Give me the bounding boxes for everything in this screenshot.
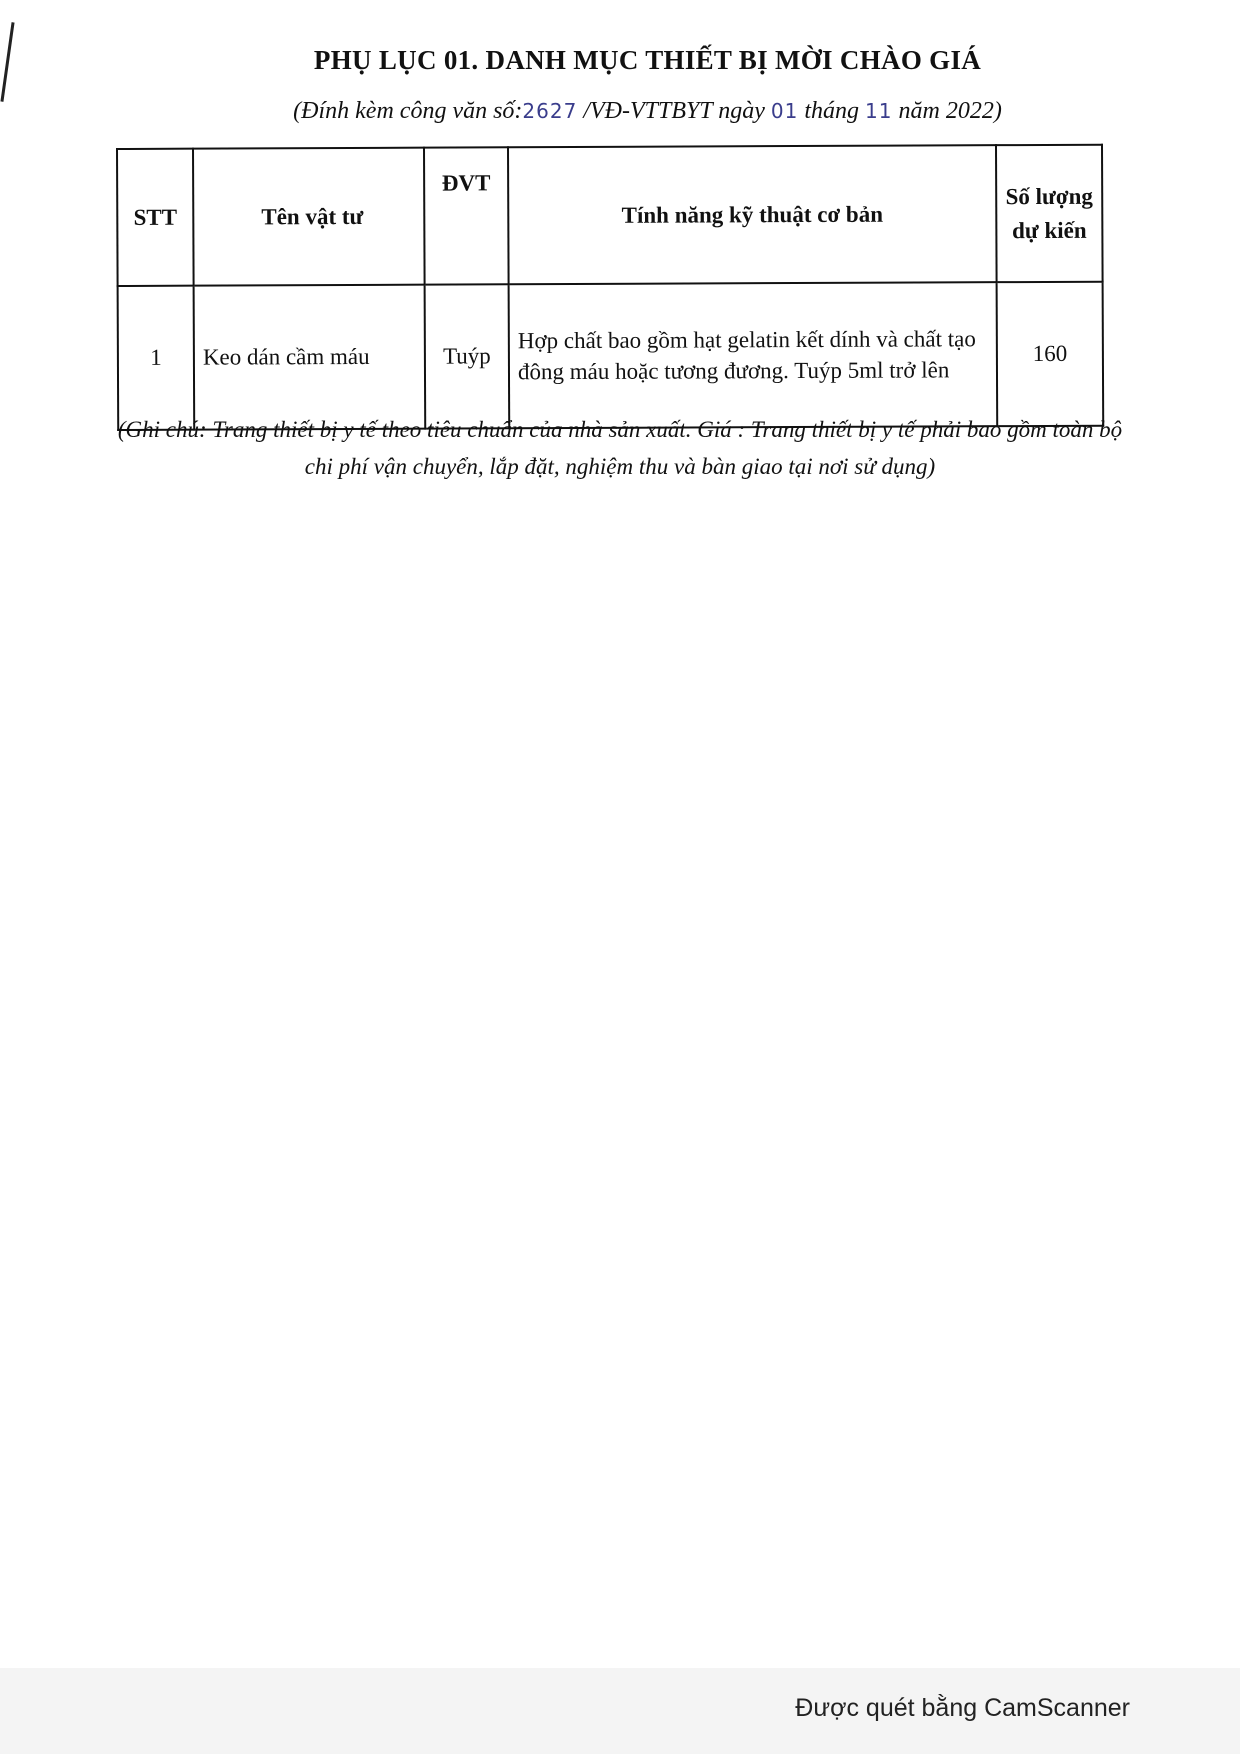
header-quantity: Số lượng dự kiến <box>996 145 1103 282</box>
cell-unit: Tuýp <box>425 284 510 428</box>
table-row <box>118 282 1104 430</box>
cell-stt: 1 <box>118 286 195 430</box>
cell-quantity: 160 <box>997 282 1104 426</box>
handwritten-document-number: 2627 <box>522 99 578 123</box>
page-subtitle <box>0 98 1240 125</box>
subtitle-month-label: tháng <box>798 98 866 124</box>
page-title: PHỤ LỤC 01. DANH MỤC THIẾT BỊ MỜI CHÀO GIÁ <box>313 45 982 75</box>
header-unit: ĐVT <box>424 147 509 284</box>
header-spec: Tính năng kỹ thuật cơ bản <box>508 145 997 284</box>
cell-name: Keo dán cầm máu <box>194 285 426 430</box>
cell-spec: Hợp chất bao gồm hạt gelatin kết dính và chất tạo đông máu hoặc tương đương. Tuýp 5ml trở lên <box>509 282 998 428</box>
subtitle-prefix: (Đính kèm công văn số: <box>293 98 523 124</box>
equipment-table <box>116 144 1104 431</box>
subtitle-suffix: năm 2022) <box>892 98 1002 124</box>
handwritten-month: 11 <box>865 99 893 123</box>
table-header-row <box>117 145 1103 286</box>
subtitle-middle: /VĐ-VTTBYT ngày <box>577 98 771 124</box>
footnote: (Ghi chú: Trang thiết bị y tế theo tiêu chuẩn của nhà sản xuất. Giá : Trang thiết bị y tế phải bao gồm toàn bộ chi phí vận chuyển, lắp đặt, nghiệm thu và bàn giao tại nơi sử dụng) <box>117 417 1123 479</box>
camscanner-watermark: Được quét bằng CamScanner <box>795 1694 1130 1722</box>
header-stt: STT <box>117 149 194 286</box>
header-name: Tên vật tư <box>193 148 425 286</box>
handwritten-day: 01 <box>770 99 799 123</box>
